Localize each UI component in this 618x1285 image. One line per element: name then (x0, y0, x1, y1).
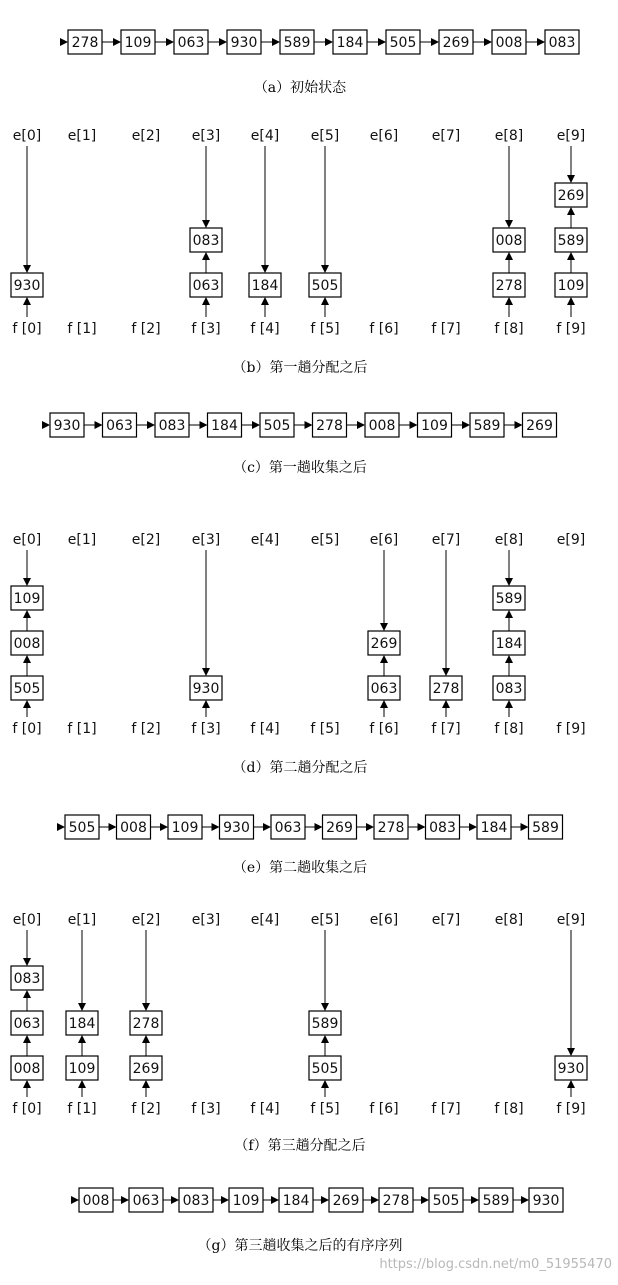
caption-g: （g）第三趟收集之后的有序序列 (197, 1238, 403, 1254)
f-label-6: f [6] (369, 321, 399, 337)
bucket-2-node-0-value: 269 (132, 1061, 160, 1077)
bucket-6-node-0-value: 063 (370, 681, 398, 697)
list-node-0-value: 930 (53, 418, 81, 434)
e-label-9: e[9] (556, 128, 586, 144)
e-label-5: e[5] (310, 912, 340, 928)
e-label-1: e[1] (67, 532, 97, 548)
bucket-6-node-1-value: 269 (370, 636, 398, 652)
f-label-2: f [2] (131, 1101, 161, 1117)
f-label-3: f [3] (191, 721, 221, 737)
list-node-3-value: 930 (230, 35, 258, 51)
list-node-4-value: 063 (274, 820, 302, 836)
list-node-9-value: 083 (548, 35, 576, 51)
buckets-third-distribution (11, 912, 587, 1117)
list-node-6-value: 278 (382, 1193, 410, 1209)
f-label-7: f [7] (431, 721, 461, 737)
bucket-1-node-1-value: 184 (68, 1016, 96, 1032)
f-label-5: f [5] (310, 721, 340, 737)
list-node-2-value: 083 (182, 1193, 210, 1209)
list-node-9-value: 269 (526, 418, 553, 434)
list-node-5-value: 278 (316, 418, 343, 434)
list-node-7-value: 505 (432, 1193, 460, 1209)
f-label-3: f [3] (191, 1101, 221, 1117)
bucket-9-node-0-value: 109 (557, 278, 585, 294)
bucket-8-node-1-value: 184 (495, 636, 523, 652)
f-label-8: f [8] (494, 1101, 524, 1117)
f-label-7: f [7] (431, 321, 461, 337)
caption-c: （c）第一趟收集之后 (233, 460, 367, 476)
f-label-9: f [9] (556, 321, 586, 337)
f-label-9: f [9] (556, 1101, 586, 1117)
e-label-2: e[2] (131, 912, 161, 928)
bucket-7-node-0-value: 278 (432, 681, 460, 697)
e-label-7: e[7] (431, 532, 461, 548)
list-node-8-value: 008 (495, 35, 523, 51)
list-node-8-value: 589 (473, 418, 501, 434)
e-label-7: e[7] (431, 912, 461, 928)
bucket-8-node-2-value: 589 (495, 591, 523, 607)
list-node-6-value: 505 (389, 35, 417, 51)
bucket-0-node-0-value: 505 (13, 681, 41, 697)
buckets-second-distribution (11, 532, 586, 737)
f-label-2: f [2] (131, 321, 161, 337)
bucket-3-node-0-value: 930 (192, 681, 220, 697)
list-initial-state (65, 30, 579, 54)
e-label-3: e[3] (191, 532, 221, 548)
list-node-4-value: 589 (283, 35, 311, 51)
f-label-8: f [8] (494, 321, 524, 337)
f-label-4: f [4] (250, 1101, 280, 1117)
f-label-6: f [6] (369, 721, 399, 737)
bucket-3-node-0-value: 063 (192, 278, 220, 294)
e-label-4: e[4] (250, 912, 280, 928)
list-node-9-value: 589 (532, 820, 559, 836)
caption-f: （f）第三趟分配之后 (234, 1138, 366, 1154)
list-node-8-value: 589 (482, 1193, 510, 1209)
f-label-5: f [5] (310, 321, 340, 337)
list-node-7-value: 269 (442, 35, 470, 51)
bucket-9-node-0-value: 930 (557, 1061, 585, 1077)
list-node-3-value: 184 (211, 418, 238, 434)
list-node-0-value: 278 (71, 35, 99, 51)
bucket-3-node-1-value: 083 (192, 233, 220, 249)
bucket-1-node-0-value: 109 (68, 1061, 96, 1077)
e-label-2: e[2] (131, 128, 161, 144)
list-node-2-value: 083 (158, 418, 186, 434)
e-label-0: e[0] (12, 128, 42, 144)
f-label-4: f [4] (250, 721, 280, 737)
list-node-2-value: 063 (177, 35, 205, 51)
e-label-4: e[4] (250, 128, 280, 144)
list-node-6-value: 008 (368, 418, 396, 434)
bucket-8-node-1-value: 008 (495, 233, 523, 249)
e-label-2: e[2] (131, 532, 161, 548)
list-node-7-value: 109 (421, 418, 448, 434)
e-label-6: e[6] (369, 532, 399, 548)
e-label-1: e[1] (67, 128, 97, 144)
f-label-0: f [0] (12, 721, 42, 737)
e-label-9: e[9] (556, 912, 586, 928)
e-label-4: e[4] (250, 532, 280, 548)
e-label-8: e[8] (494, 532, 524, 548)
bucket-8-node-0-value: 083 (495, 681, 523, 697)
list-node-1-value: 008 (120, 820, 147, 836)
e-label-1: e[1] (67, 912, 97, 928)
f-label-9: f [9] (556, 721, 586, 737)
list-node-9-value: 930 (532, 1193, 560, 1209)
caption-d: （d）第二趟分配之后 (232, 760, 368, 776)
e-label-3: e[3] (191, 128, 221, 144)
bucket-0-node-0-value: 930 (13, 278, 41, 294)
e-label-8: e[8] (494, 128, 524, 144)
list-node-7-value: 083 (429, 820, 456, 836)
list-node-5-value: 269 (326, 820, 353, 836)
bucket-5-node-1-value: 589 (311, 1016, 339, 1032)
bucket-0-node-1-value: 063 (13, 1016, 41, 1032)
bucket-9-node-2-value: 269 (557, 188, 585, 204)
e-label-8: e[8] (494, 912, 524, 928)
list-node-8-value: 184 (480, 820, 508, 836)
e-label-5: e[5] (310, 128, 340, 144)
e-label-3: e[3] (191, 912, 221, 928)
list-node-3-value: 930 (223, 820, 250, 836)
e-label-0: e[0] (12, 532, 42, 548)
list-first-collection (47, 413, 557, 437)
caption-a: （a）初始状态 (253, 80, 347, 96)
f-label-4: f [4] (250, 321, 280, 337)
e-label-0: e[0] (12, 912, 42, 928)
f-label-0: f [0] (12, 321, 42, 337)
bucket-5-node-0-value: 505 (311, 1061, 339, 1077)
bucket-0-node-1-value: 008 (13, 636, 41, 652)
list-node-5-value: 269 (332, 1193, 360, 1209)
bucket-0-node-2-value: 083 (13, 971, 41, 987)
buckets-first-distribution (11, 128, 587, 337)
e-label-6: e[6] (369, 128, 399, 144)
bucket-9-node-1-value: 589 (557, 233, 585, 249)
f-label-0: f [0] (12, 1101, 42, 1117)
e-label-9: e[9] (556, 532, 586, 548)
list-node-1-value: 063 (132, 1193, 160, 1209)
list-node-6-value: 278 (377, 820, 405, 836)
bucket-4-node-0-value: 184 (251, 278, 279, 294)
list-node-3-value: 109 (232, 1193, 260, 1209)
bucket-0-node-0-value: 008 (13, 1061, 41, 1077)
f-label-3: f [3] (191, 321, 221, 337)
caption-e: （e）第二趟收集之后 (232, 860, 368, 876)
watermark: https://blog.csdn.net/m0_51955470 (379, 1257, 612, 1272)
f-label-1: f [1] (67, 721, 97, 737)
f-label-7: f [7] (431, 1101, 461, 1117)
f-label-1: f [1] (67, 1101, 97, 1117)
list-node-1-value: 063 (106, 418, 133, 434)
list-second-collection (62, 815, 563, 839)
bucket-0-node-2-value: 109 (13, 591, 41, 607)
list-node-1-value: 109 (124, 35, 152, 51)
f-label-5: f [5] (310, 1101, 340, 1117)
f-label-6: f [6] (369, 1101, 399, 1117)
bucket-5-node-0-value: 505 (311, 278, 339, 294)
e-label-7: e[7] (431, 128, 461, 144)
e-label-6: e[6] (369, 912, 399, 928)
list-node-5-value: 184 (336, 35, 364, 51)
list-node-4-value: 184 (282, 1193, 310, 1209)
list-node-4-value: 505 (263, 418, 291, 434)
bucket-2-node-1-value: 278 (132, 1016, 160, 1032)
bucket-8-node-0-value: 278 (495, 278, 523, 294)
f-label-2: f [2] (131, 721, 161, 737)
list-node-0-value: 505 (68, 820, 96, 836)
list-node-0-value: 008 (82, 1193, 110, 1209)
list-sorted-result (76, 1188, 563, 1212)
e-label-5: e[5] (310, 532, 340, 548)
f-label-8: f [8] (494, 721, 524, 737)
f-label-1: f [1] (67, 321, 97, 337)
list-node-2-value: 109 (171, 820, 199, 836)
caption-b: （b）第一趟分配之后 (232, 360, 368, 376)
